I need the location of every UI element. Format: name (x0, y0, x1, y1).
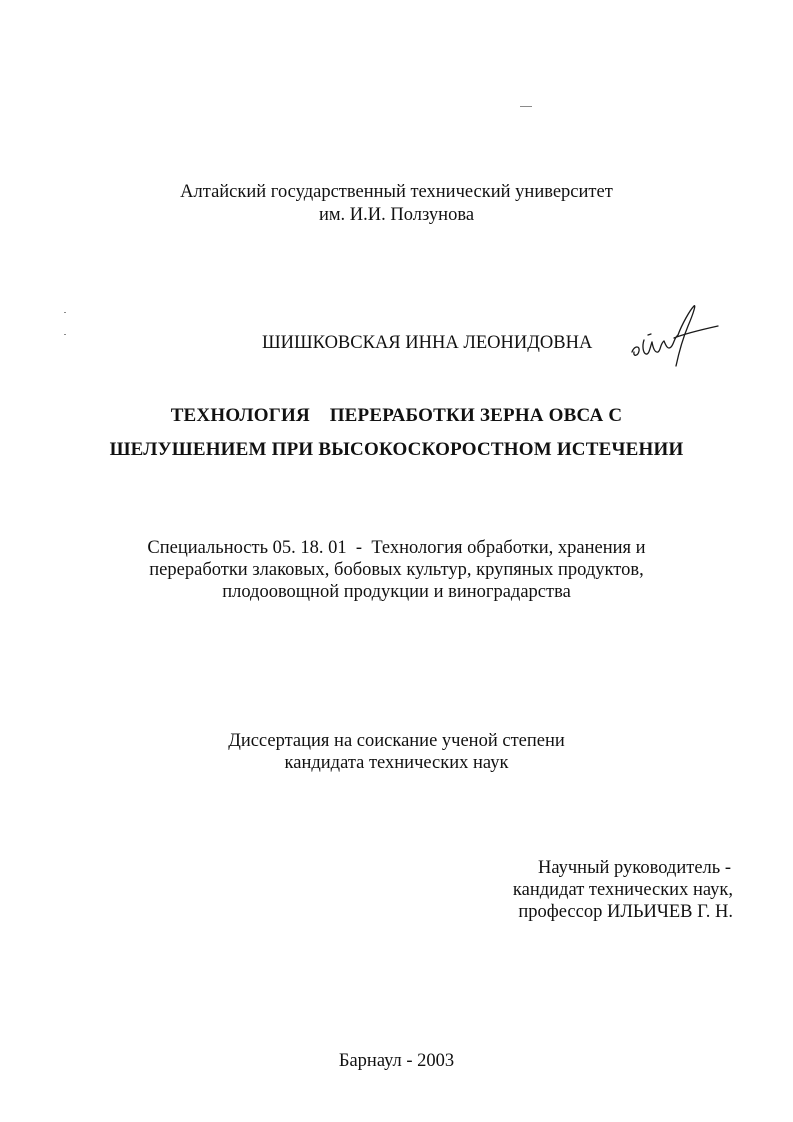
scan-artifact-left (64, 312, 66, 313)
author-name: ШИШКОВСКАЯ ИННА ЛЕОНИДОВНА (262, 333, 593, 353)
degree-line-1: Диссертация на соискание ученой степени (228, 731, 565, 751)
degree-line-2: кандидата технических наук (284, 753, 509, 773)
signature-icon (622, 300, 722, 370)
specialty-line-2: переработки злаковых, бобовых культур, крупяных продуктов, (149, 560, 644, 580)
supervisor-title: Научный руководитель - (538, 858, 731, 878)
dissertation-title-line-2: ШЕЛУШЕНИЕМ ПРИ ВЫСОКОСКОРОСТНОМ ИСТЕЧЕНИИ (109, 439, 684, 460)
supervisor-name: профессор ИЛЬИЧЕВ Г. Н. (518, 902, 733, 922)
city-year: Барнаул - 2003 (338, 1051, 455, 1071)
specialty-line-3: плодоовощной продукции и виноградарства (222, 582, 571, 602)
scan-artifact-left-2 (64, 334, 66, 335)
dissertation-title-line-1: ТЕХНОЛОГИЯ ПЕРЕРАБОТКИ ЗЕРНА ОВСА С (170, 405, 623, 426)
university-honorific: им. И.И. Ползунова (318, 205, 475, 225)
supervisor-degree: кандидат технических наук, (512, 880, 733, 900)
specialty-line-1: Специальность 05. 18. 01 - Технология обработки, хранения и (147, 538, 646, 558)
scan-artifact-top (520, 106, 532, 107)
university-name: Алтайский государственный технический университет (180, 182, 613, 202)
